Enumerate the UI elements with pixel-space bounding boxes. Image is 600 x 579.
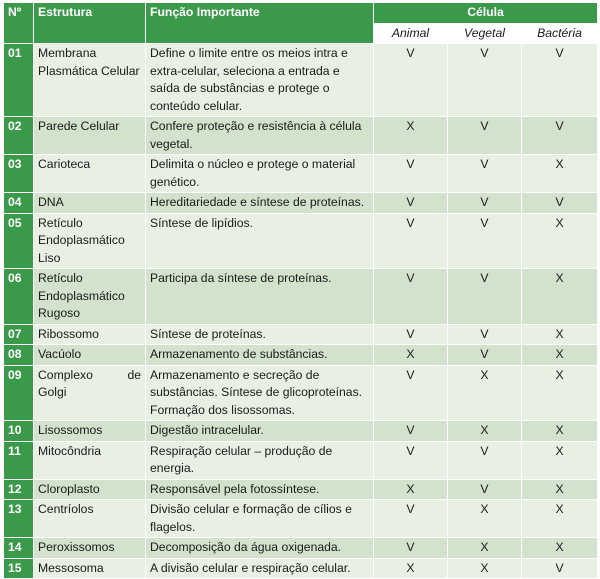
table-row: [4, 500, 598, 538]
header-animal: Animal: [374, 23, 448, 44]
row-structure: Membrana Plasmática Celular: [34, 44, 146, 117]
row-bacteria: V: [522, 558, 598, 579]
row-vegetal: V: [448, 479, 522, 500]
row-function: Digestão intracelular.: [146, 421, 374, 442]
table-row: [4, 324, 598, 345]
row-function: Delimita o núcleo e protege o material genético.: [146, 155, 374, 193]
row-animal: V: [374, 421, 448, 442]
row-number: 11: [4, 441, 34, 479]
row-bacteria: V: [522, 117, 598, 155]
row-number: 05: [4, 213, 34, 269]
row-function: Decomposição da água oxigenada.: [146, 538, 374, 559]
row-animal: V: [374, 324, 448, 345]
row-structure: Mitocôndria: [34, 441, 146, 479]
row-animal: X: [374, 345, 448, 366]
row-bacteria: X: [522, 421, 598, 442]
row-number: 02: [4, 117, 34, 155]
row-structure: Carioteca: [34, 155, 146, 193]
row-animal: V: [374, 365, 448, 421]
row-number: 15: [4, 558, 34, 579]
row-animal: X: [374, 479, 448, 500]
row-animal: V: [374, 193, 448, 214]
row-vegetal: X: [448, 500, 522, 538]
row-bacteria: V: [522, 44, 598, 117]
row-animal: V: [374, 44, 448, 117]
row-number: 06: [4, 269, 34, 325]
row-number: 03: [4, 155, 34, 193]
row-bacteria: X: [522, 479, 598, 500]
row-animal: V: [374, 155, 448, 193]
row-bacteria: X: [522, 538, 598, 559]
row-structure: Vacúolo: [34, 345, 146, 366]
row-function: Participa da síntese de proteínas.: [146, 269, 374, 325]
table-row: [4, 213, 598, 269]
table-row: [4, 365, 598, 421]
row-structure: Peroxissomos: [34, 538, 146, 559]
row-bacteria: X: [522, 345, 598, 366]
table-row: [4, 441, 598, 479]
row-function: Define o limite entre os meios intra e extra-celular, seleciona a entrada e saída de substâncias e protege o conteúdo celular.: [146, 44, 374, 117]
row-bacteria: X: [522, 441, 598, 479]
row-animal: X: [374, 558, 448, 579]
row-structure: Lisossomos: [34, 421, 146, 442]
row-structure: Parede Celular: [34, 117, 146, 155]
row-function: Divisão celular e formação de cílios e flagelos.: [146, 500, 374, 538]
row-bacteria: X: [522, 155, 598, 193]
cell-structures-table: [3, 2, 598, 579]
row-animal: V: [374, 441, 448, 479]
row-function: Síntese de proteínas.: [146, 324, 374, 345]
header-vegetal: Vegetal: [448, 23, 522, 44]
row-function: Confere proteção e resistência à célula vegetal.: [146, 117, 374, 155]
row-animal: V: [374, 538, 448, 559]
row-structure: Retículo Endoplasmático Liso: [34, 213, 146, 269]
row-structure: Messosoma: [34, 558, 146, 579]
row-number: 04: [4, 193, 34, 214]
row-animal: V: [374, 269, 448, 325]
row-vegetal: V: [448, 269, 522, 325]
row-vegetal: V: [448, 345, 522, 366]
row-vegetal: X: [448, 421, 522, 442]
row-bacteria: X: [522, 213, 598, 269]
row-structure: Retículo Endoplasmático Rugoso: [34, 269, 146, 325]
row-function: Responsável pela fotossíntese.: [146, 479, 374, 500]
header-cell: Célula: [374, 3, 598, 24]
row-number: 07: [4, 324, 34, 345]
table-row: [4, 421, 598, 442]
row-number: 01: [4, 44, 34, 117]
row-bacteria: X: [522, 365, 598, 421]
row-vegetal: V: [448, 441, 522, 479]
header-function: Função Importante: [146, 3, 374, 44]
row-function: Armazenamento de substâncias.: [146, 345, 374, 366]
table-row: [4, 155, 598, 193]
row-structure: Ribossomo: [34, 324, 146, 345]
row-structure: Centríolos: [34, 500, 146, 538]
table-row: [4, 193, 598, 214]
row-number: 08: [4, 345, 34, 366]
header-bacteria: Bactéria: [522, 23, 598, 44]
row-number: 13: [4, 500, 34, 538]
header-structure: Estrutura: [34, 3, 146, 44]
row-animal: X: [374, 117, 448, 155]
row-animal: V: [374, 500, 448, 538]
row-function: A divisão celular e respiração celular.: [146, 558, 374, 579]
row-bacteria: V: [522, 193, 598, 214]
row-function: Armazenamento e secreção de substâncias. Síntese de glicoproteínas. Formação dos lisossomas.: [146, 365, 374, 421]
row-structure: Cloroplasto: [34, 479, 146, 500]
table-row: [4, 345, 598, 366]
table-row: [4, 558, 598, 579]
row-vegetal: V: [448, 213, 522, 269]
table-row: [4, 479, 598, 500]
row-number: 12: [4, 479, 34, 500]
row-vegetal: V: [448, 117, 522, 155]
table-row: [4, 117, 598, 155]
row-bacteria: X: [522, 324, 598, 345]
row-vegetal: V: [448, 324, 522, 345]
row-structure: DNA: [34, 193, 146, 214]
header-number: Nº: [4, 3, 34, 44]
row-vegetal: X: [448, 538, 522, 559]
row-number: 09: [4, 365, 34, 421]
row-vegetal: V: [448, 193, 522, 214]
row-vegetal: V: [448, 44, 522, 117]
row-number: 14: [4, 538, 34, 559]
table-body: [4, 44, 598, 579]
row-function: Hereditariedade e síntese de proteínas.: [146, 193, 374, 214]
row-function: Síntese de lipídios.: [146, 213, 374, 269]
table-row: [4, 44, 598, 117]
row-bacteria: X: [522, 269, 598, 325]
row-bacteria: X: [522, 500, 598, 538]
table-row: [4, 538, 598, 559]
row-function: Respiração celular – produção de energia.: [146, 441, 374, 479]
row-animal: V: [374, 213, 448, 269]
row-number: 10: [4, 421, 34, 442]
row-vegetal: X: [448, 365, 522, 421]
row-vegetal: X: [448, 558, 522, 579]
table-row: [4, 269, 598, 325]
row-structure: Complexo de Golgi: [34, 365, 146, 421]
row-vegetal: V: [448, 155, 522, 193]
